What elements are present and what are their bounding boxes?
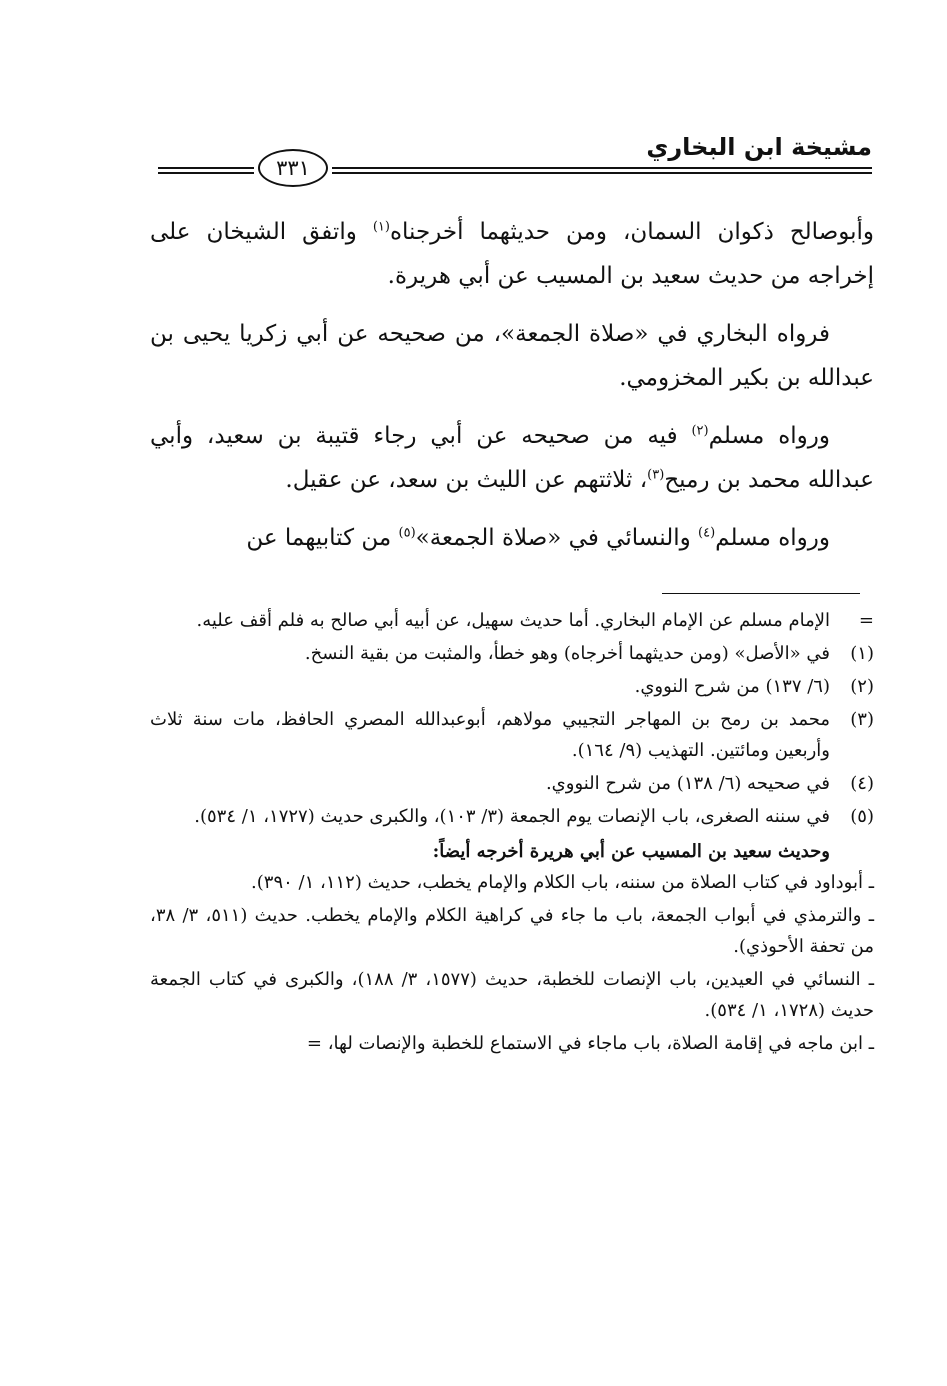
footnote-marker: (٥) [850,806,874,827]
book-title: مشيخة ابن البخاري [646,133,872,161]
paragraph-3: ورواه مسلم$^{(٢)}$ فيه من صحيحه عن أبي رجاء قتيبة بن سعيد، وأبي عبدالله محمد بن رميح$^{(٣)}$، ثلاثتهم عن الليث بن سعد، عن عقيل. [150,423,874,493]
footnotes [150,605,874,1061]
footnote-ref-3: (٣) [647,467,665,483]
footnote-2: (٢) (٦/ ١٣٧) من شرح النووي. [150,671,874,702]
footnote-separator [662,593,860,594]
footnote-ref-4: (٤) [698,525,716,541]
header-rule-left [158,167,254,174]
footnote-5: (٥) في سننه الصغرى، باب الإنصات يوم الجمعة (٣/ ١٠٣)، والكبرى حديث (١٧٢٧، ١/ ٥٣٤). [150,801,874,832]
paragraph-1: وأبوصالح ذكوان السمان، ومن حديثهما أخرجناه$^{(١)}$ واتفق الشيخان على إخراجه من حديث سعيد بن المسيب عن أبي هريرة. [150,219,875,289]
footnote-marker: (٢) [850,676,874,697]
page-number: ٣٣١ [258,149,328,187]
footnote-sub-heading: وحديث سعيد بن المسيب عن أبي هريرة أخرجه أيضاً: [432,841,830,862]
footnote-1: (١) في «الأصل» (ومن حديثهما أخرجاه) وهو خطأ، والمثبت من بقية النسخ. [150,638,874,669]
footnote-dash-item: ـ النسائي في العيدين، باب الإنصات للخطبة، حديث (١٥٧٧، ٣/ ١٨٨)، والكبرى في كتاب الجمعة حديث (١٧٢٨، ١/ ٥٣٤). [150,969,875,1021]
page-header [150,125,872,187]
footnote-dash-item: ـ أبوداود في كتاب الصلاة من سننه، باب الكلام والإمام يخطب، حديث (١١٢، ١/ ٣٩٠). [251,872,874,893]
footnote-marker: (٤) [850,773,874,794]
footnote-dash-item: ـ ابن ماجه في إقامة الصلاة، باب ماجاء في الاستماع للخطبة والإنصات لها، = [306,1033,874,1054]
header-rule-right [332,167,872,174]
footnote-marker: (٣) [850,709,874,730]
footnote-marker: = [858,610,874,631]
footnote-marker: (١) [850,643,874,664]
footnote-ref-2: (٢) [691,423,709,439]
footnote-ref-1: (١) [372,219,390,235]
footnote-continuation: = الإمام مسلم عن الإمام البخاري. أما حديث سهيل، عن أبيه أبي صالح به فلم أقف عليه. [150,605,874,636]
footnote-3: (٣) محمد بن رمح بن المهاجر التجيبي مولاهم، أبوعبدالله المصري الحافظ، مات سنة ثلاث وأربعين ومائتين. التهذيب (٩/ ١٦٤). [150,704,874,766]
paragraph-4: ورواه مسلم$^{(٤)}$ والنسائي في «صلاة الجمعة»$^{(٥)}$ من كتابيهما عن [246,525,830,551]
footnote-4: (٤) في صحيحه (٦/ ١٣٨) من شرح النووي. [150,768,874,799]
paragraph-2: فرواه البخاري في «صلاة الجمعة»، من صحيحه عن أبي زكريا يحيى بن عبدالله بن بكير المخزومي. [150,321,874,391]
main-text [150,210,874,574]
footnote-ref-5: (٥) [398,525,416,541]
footnote-dash-item: ـ والترمذي في أبواب الجمعة، باب ما جاء في كراهية الكلام والإمام يخطب. حديث (٥١١، ٣/ ٣٨، من تحفة الأحوذي). [150,905,875,957]
